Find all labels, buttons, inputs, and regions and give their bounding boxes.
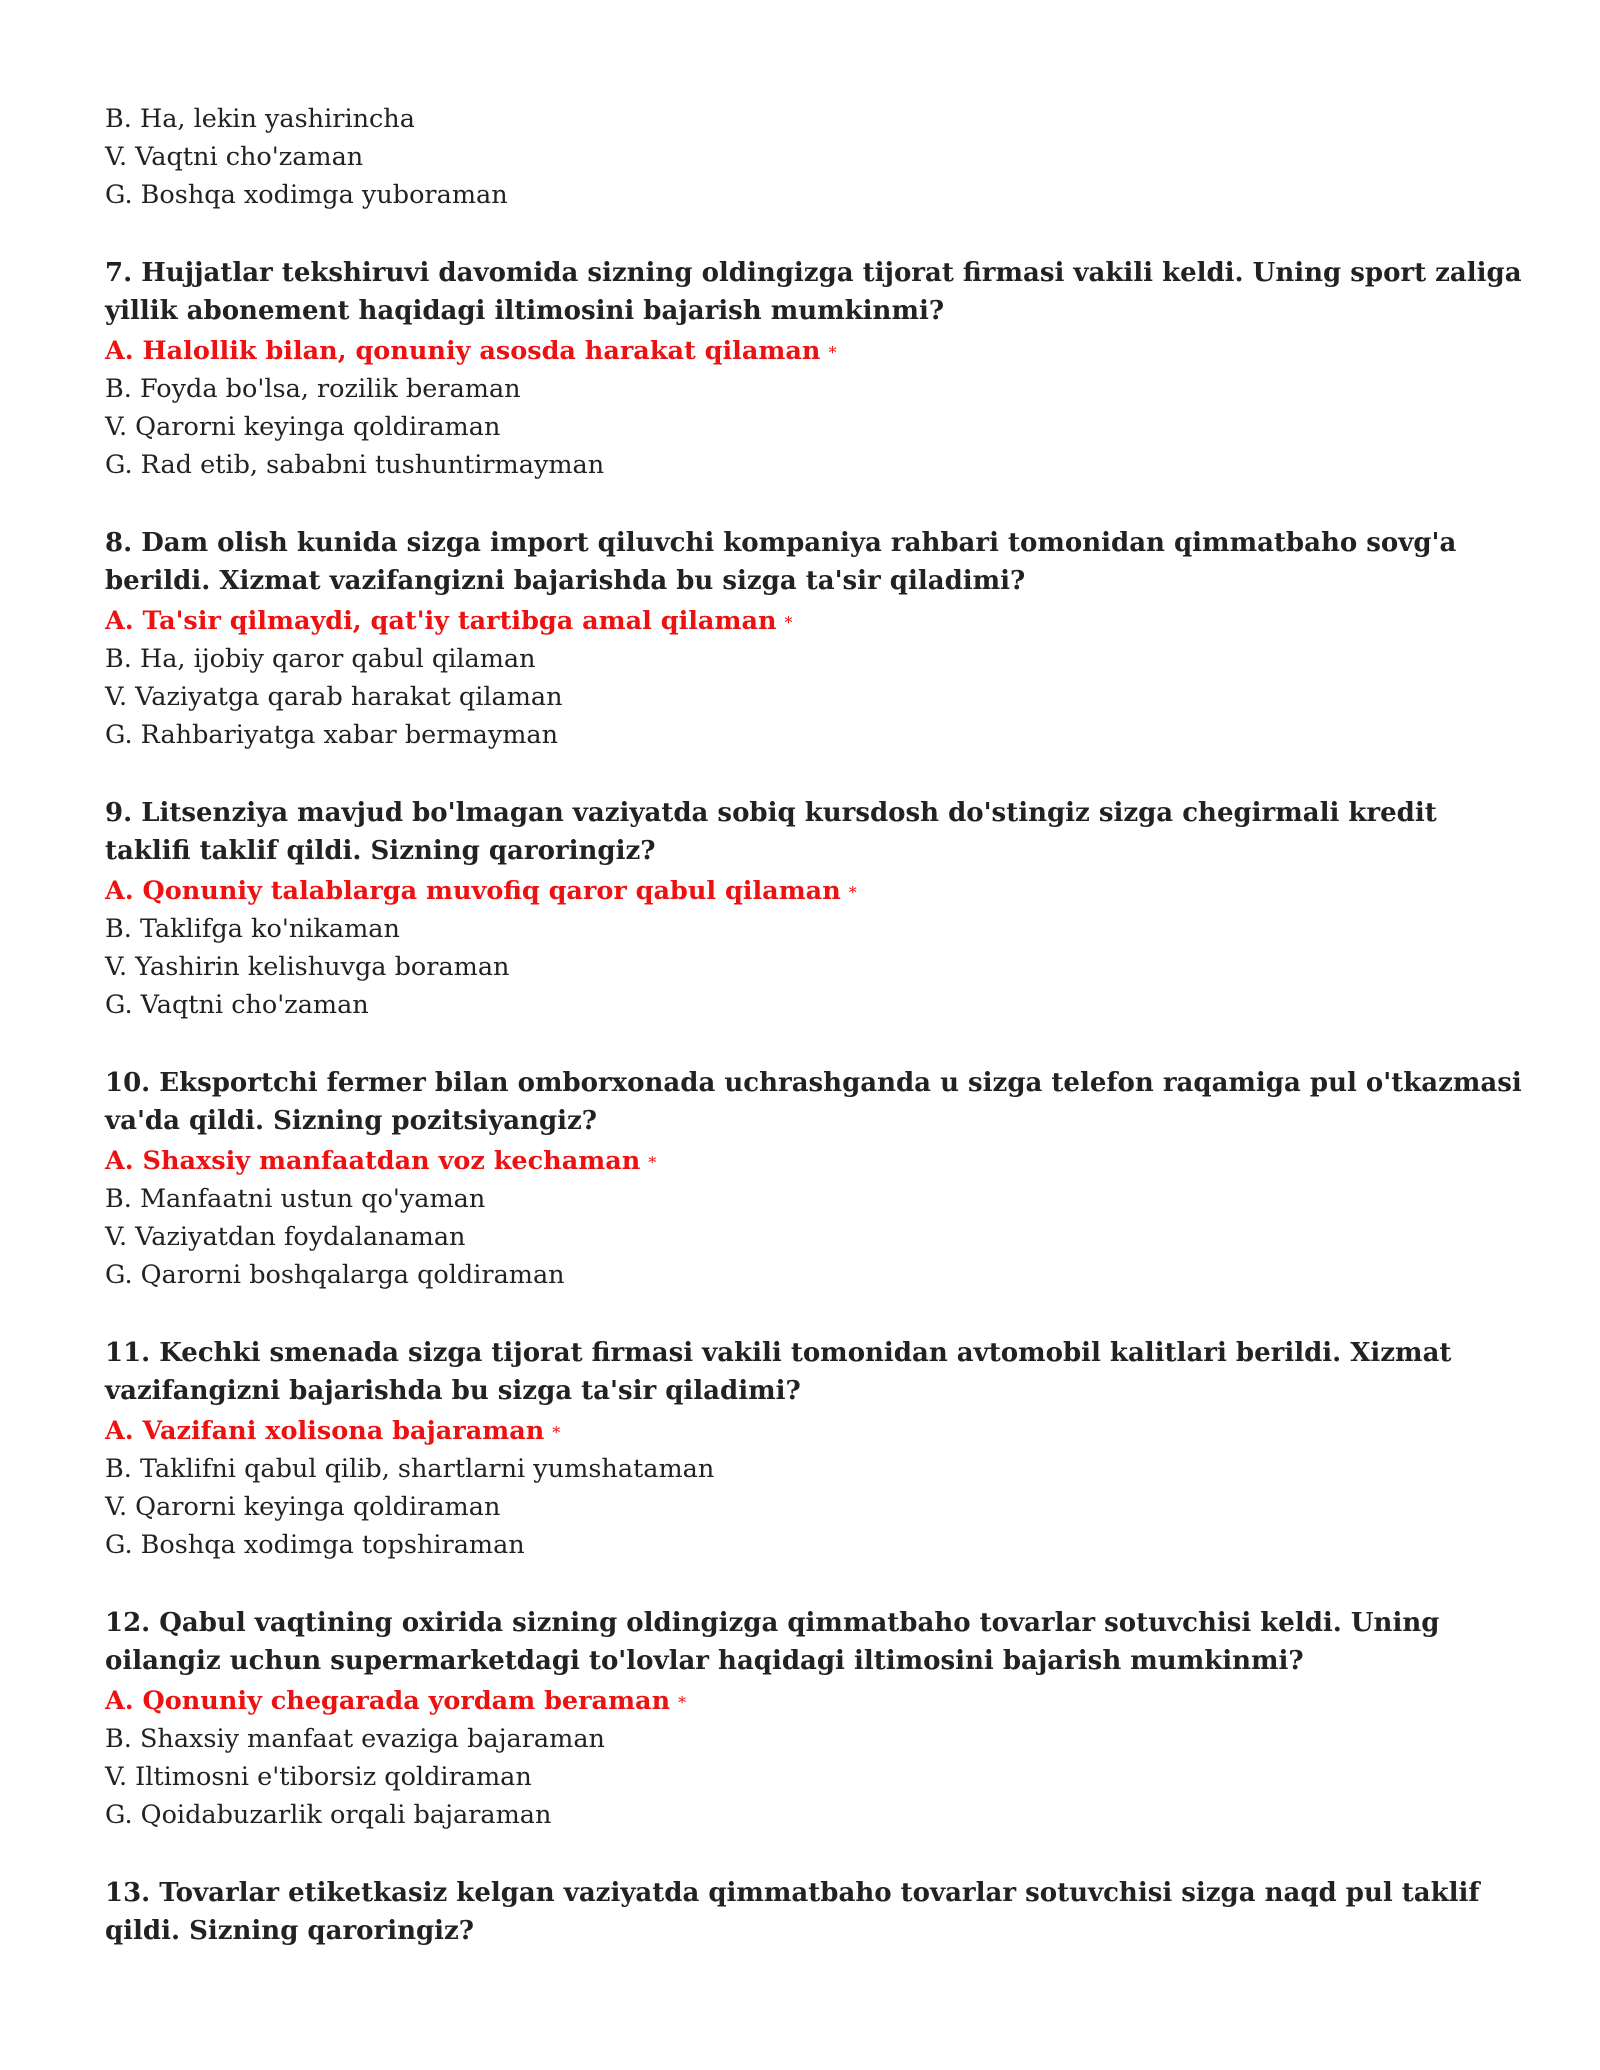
- option-g: G. Vaqtni cho'zaman: [105, 990, 369, 1020]
- correct-option-text: A. Vazifani xolisona bajaraman: [105, 1416, 545, 1446]
- correct-marker: *: [848, 883, 857, 902]
- correct-option: [105, 602, 1525, 640]
- correct-option-text: A. Ta'sir qilmaydi, qat'iy tartibga amal qilaman: [105, 606, 777, 636]
- option-g: G. Rad etib, sababni tushuntirmayman: [105, 450, 605, 480]
- option-b: B. Foyda bo'lsa, rozilik beraman: [105, 374, 521, 404]
- correct-option-text: A. Qonuniy talablarga muvofiq qaror qabul qilaman: [105, 876, 841, 906]
- question-8: [105, 524, 1525, 754]
- question-text: 8. Dam olish kunida sizga import qiluvchi kompaniya rahbari tomonidan qimmatbaho sovg'a berildi. Xizmat vazifangizni bajarishda bu sizga ta'sir qiladimi?: [105, 528, 1457, 596]
- correct-option-text: A. Qonuniy chegarada yordam beraman: [105, 1686, 671, 1716]
- question-text: 7. Hujjatlar tekshiruvi davomida sizning oldingizga tijorat firmasi vakili keldi. Uning sport zaliga yillik abonement haqidagi iltimosini bajarish mumkinmi?: [105, 258, 1522, 326]
- option-b: B. Ha, ijobiy qaror qabul qilaman: [105, 644, 536, 674]
- option-g: G. Boshqa xodimga yuboraman: [105, 180, 508, 210]
- question-12: [105, 1604, 1525, 1834]
- question-text: 13. Tovarlar etiketkasiz kelgan vaziyatda qimmatbaho tovarlar sotuvchisi sizga naqd pul taklif qildi. Sizning qaroringiz?: [105, 1878, 1480, 1946]
- option-b: B. Ha, lekin yashirincha: [105, 104, 415, 134]
- option-b: B. Manfaatni ustun qo'yaman: [105, 1184, 486, 1214]
- correct-option: [105, 1412, 1525, 1450]
- correct-option-text: A. Halollik bilan, qonuniy asosda harakat qilaman: [105, 336, 821, 366]
- question-11: [105, 1334, 1525, 1564]
- question-7: [105, 254, 1525, 484]
- correct-marker: *: [828, 343, 837, 362]
- option-v: V. Qarorni keyinga qoldiraman: [105, 1492, 501, 1522]
- correct-marker: *: [784, 613, 793, 632]
- question-13: [105, 1874, 1525, 1950]
- correct-option: [105, 332, 1525, 370]
- question-text: 10. Eksportchi fermer bilan omborxonada uchrashganda u sizga telefon raqamiga pul o'tkazmasi va'da qildi. Sizning pozitsiyangiz?: [105, 1068, 1522, 1136]
- option-g: G. Boshqa xodimga topshiraman: [105, 1530, 525, 1560]
- option-v: V. Vaziyatdan foydalanaman: [105, 1222, 466, 1252]
- question-9: [105, 794, 1525, 1024]
- option-v: V. Vaziyatga qarab harakat qilaman: [105, 682, 563, 712]
- option-b: B. Taklifga ko'nikaman: [105, 914, 400, 944]
- option-v: V. Iltimosni e'tiborsiz qoldiraman: [105, 1762, 532, 1792]
- previous-question-options: [105, 100, 1525, 214]
- correct-marker: *: [678, 1693, 687, 1712]
- option-g: G. Qarorni boshqalarga qoldiraman: [105, 1260, 565, 1290]
- question-text: 12. Qabul vaqtining oxirida sizning oldingizga qimmatbaho tovarlar sotuvchisi keldi. Uning oilangiz uchun supermarketdagi to'lovlar haqidagi iltimosini bajarish mumkinmi?: [105, 1608, 1440, 1676]
- option-b: B. Shaxsiy manfaat evaziga bajaraman: [105, 1724, 605, 1754]
- option-g: G. Qoidabuzarlik orqali bajaraman: [105, 1800, 552, 1830]
- option-v: V. Qarorni keyinga qoldiraman: [105, 412, 501, 442]
- test-document: [105, 100, 1525, 1952]
- option-v: V. Vaqtni cho'zaman: [105, 142, 364, 172]
- question-text: 9. Litsenziya mavjud bo'lmagan vaziyatda sobiq kursdosh do'stingiz sizga chegirmali kredit taklifi taklif qildi. Sizning qaroringiz?: [105, 798, 1437, 866]
- option-b: B. Taklifni qabul qilib, shartlarni yumshataman: [105, 1454, 715, 1484]
- option-g: G. Rahbariyatga xabar bermayman: [105, 720, 559, 750]
- correct-marker: *: [552, 1423, 561, 1442]
- correct-option-text: A. Shaxsiy manfaatdan voz kechaman: [105, 1146, 641, 1176]
- correct-option: [105, 1142, 1525, 1180]
- question-text: 11. Kechki smenada sizga tijorat firmasi vakili tomonidan avtomobil kalitlari berildi. Xizmat vazifangizni bajarishda bu sizga ta'sir qiladimi?: [105, 1338, 1452, 1406]
- question-10: [105, 1064, 1525, 1294]
- correct-option: [105, 872, 1525, 910]
- correct-option: [105, 1682, 1525, 1720]
- correct-marker: *: [648, 1153, 657, 1172]
- option-v: V. Yashirin kelishuvga boraman: [105, 952, 510, 982]
